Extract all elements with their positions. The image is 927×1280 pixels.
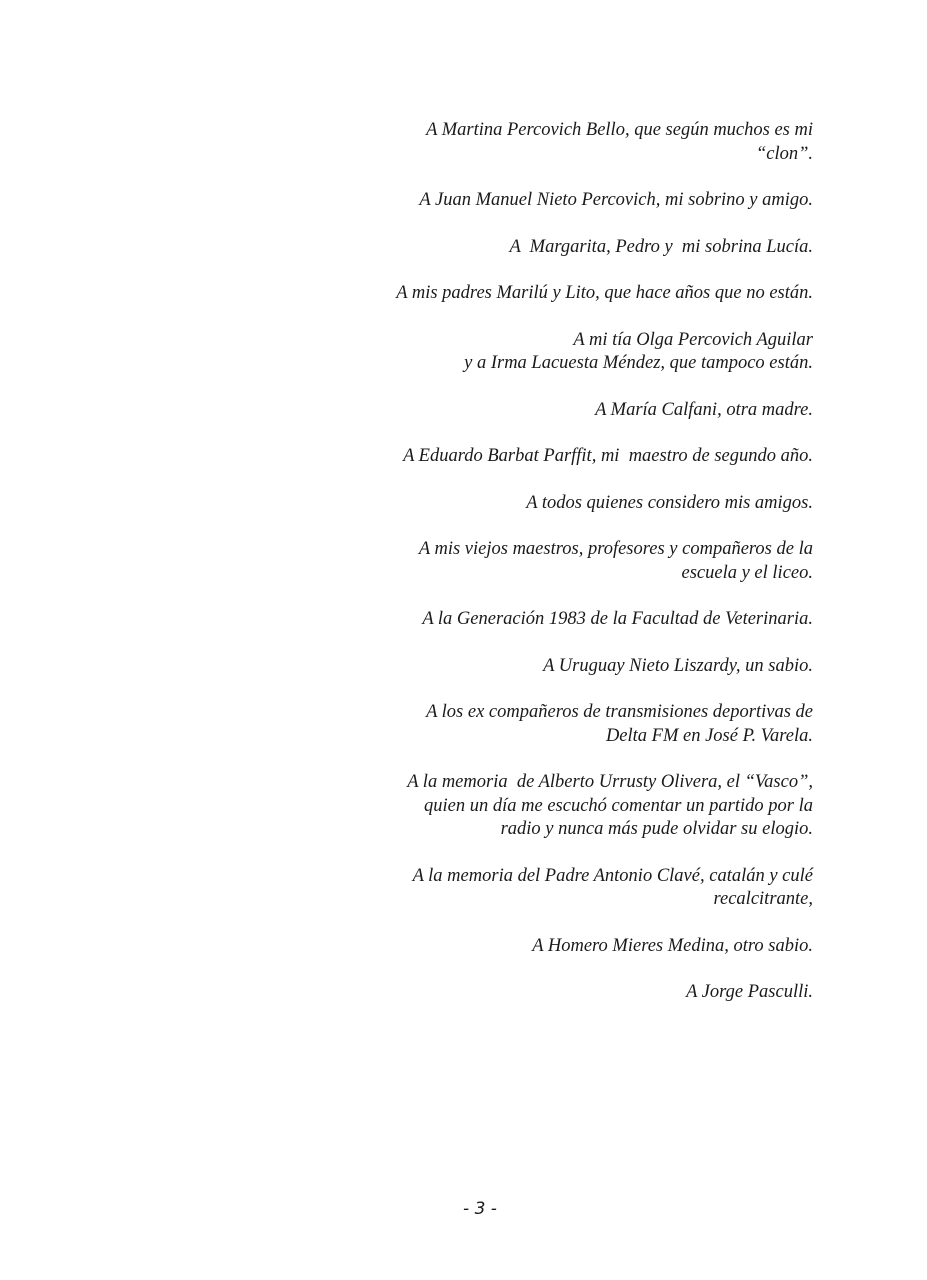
dedication-line: A mis padres Marilú y Lito, que hace años que no están. [396,283,813,303]
dedication-paragraph [340,655,813,679]
dedication-line: A Uruguay Nieto Liszardy, un sabio. [543,655,813,676]
dedication-paragraph [340,492,813,516]
dedication-line: A Martina Percovich Bello, que según muchos es mi [426,120,813,140]
dedication-paragraph [340,865,813,912]
dedication-line: radio y nunca más pude olvidar su elogio. [500,819,813,839]
dedication-paragraph [340,329,813,376]
dedication-line: recalcitrante, [713,889,813,909]
dedication-paragraph [340,771,813,842]
dedication-paragraph [340,981,813,1005]
dedication-paragraph [340,608,813,632]
dedication-paragraph [340,119,813,166]
dedication-line: A Jorge Pasculli. [686,982,813,1002]
dedication-line: Delta FM en José P. Varela. [605,725,813,746]
dedication-line: “clon”. [755,143,813,164]
dedication-line: A María Calfani, otra madre. [595,399,813,420]
dedication-line: A Margarita, Pedro y mi sobrina Lucía. [509,236,813,257]
dedication-paragraph [340,282,813,306]
dedication-line: A la Generación 1983 de la Facultad de Veterinaria. [422,609,813,629]
dedication-line: y a Irma Lacuesta Méndez, que tampoco están. [464,353,813,373]
page-number: - 3 - [463,1199,497,1219]
dedication-paragraph [340,445,813,469]
dedication-line: A mis viejos maestros, profesores y compañeros de la [418,539,813,559]
dedication-list [340,119,813,1028]
dedication-paragraph [340,935,813,959]
dedication-line: A mi tía Olga Percovich Aguilar [573,329,813,350]
dedication-line: A Juan Manuel Nieto Percovich, mi sobrino y amigo. [419,190,813,210]
dedication-paragraph [340,189,813,213]
dedication-line: A Eduardo Barbat Parffit, mi maestro de segundo año. [403,446,813,466]
dedication-line: quien un día me escuchó comentar un partido por la [424,795,813,816]
dedication-line: A los ex compañeros de transmisiones deportivas de [426,702,813,722]
dedication-paragraph [340,236,813,260]
dedication-line: A la memoria de Alberto Urrusty Olivera, el “Vasco”, [407,772,813,792]
dedication-line: A la memoria del Padre Antonio Clavé, catalán y culé [412,865,813,886]
dedication-line: escuela y el liceo. [681,562,813,583]
dedication-line: A todos quienes considero mis amigos. [526,492,813,513]
dedication-line: A Homero Mieres Medina, otro sabio. [532,935,813,956]
dedication-paragraph [340,538,813,585]
dedication-paragraph [340,399,813,423]
dedication-paragraph [340,701,813,748]
